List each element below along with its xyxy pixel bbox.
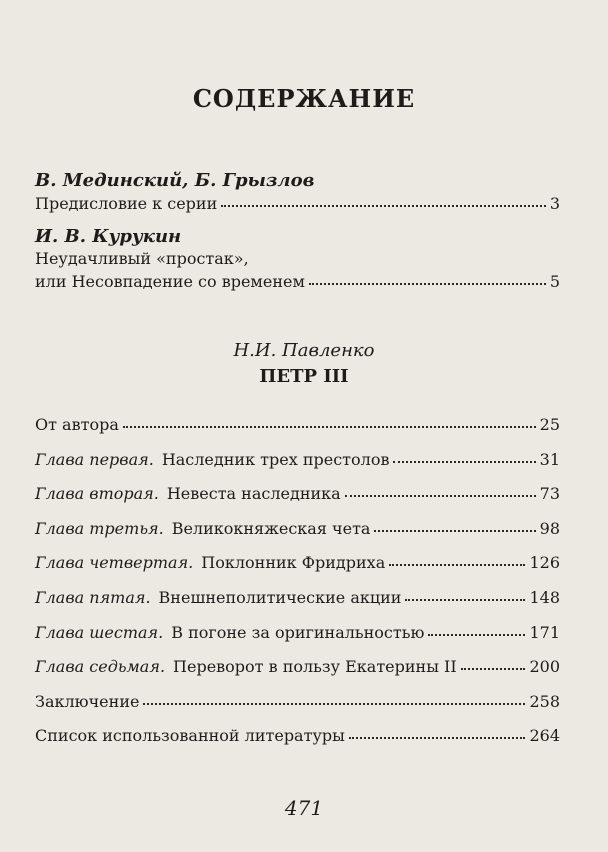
toc-entry-page: 148	[529, 588, 560, 607]
leader-dots	[389, 554, 525, 566]
toc-entry	[35, 657, 560, 676]
book-author: Н.И. Павленко	[233, 340, 375, 361]
toc-entry	[35, 692, 560, 711]
toc-entry-page: 31	[539, 449, 560, 469]
toc-entry-label	[35, 484, 341, 503]
chapter-title: Наследник трех престолов	[161, 449, 390, 469]
front-entry-title-line2: или Несовпадение со временем	[35, 272, 305, 291]
front-entry-page: 3	[549, 194, 560, 213]
toc-entry	[35, 484, 560, 503]
chapter-title: Переворот в пользу Екатерины II	[173, 657, 457, 677]
toc-entry	[35, 588, 560, 607]
chapter-title: Внешнеполитические акции	[158, 588, 402, 607]
front-entry-title-line1: Неудачливый «простак»,	[35, 249, 249, 268]
toc-entry-page: 126	[529, 553, 560, 573]
leader-dots	[123, 416, 536, 428]
toc-entry	[35, 450, 560, 469]
toc-entry	[35, 623, 560, 642]
chapter-number: Глава первая.	[35, 449, 154, 469]
chapter-number: Глава третья.	[35, 518, 164, 538]
page-number: 471	[284, 796, 324, 820]
toc-entry	[35, 415, 560, 434]
leader-dots	[309, 273, 546, 285]
chapter-number: Глава шестая.	[35, 622, 164, 642]
leader-dots	[143, 693, 525, 705]
toc-entry-label	[35, 553, 385, 572]
leader-dots	[349, 727, 526, 739]
chapter-number: Глава вторая.	[35, 484, 159, 504]
toc-entry-label	[35, 623, 424, 642]
toc-entry-page: 171	[529, 622, 560, 642]
toc-entry-page: 98	[539, 518, 560, 538]
chapter-title: От автора	[35, 415, 119, 434]
toc-entry-label	[35, 657, 457, 676]
toc-entry	[35, 519, 560, 538]
toc-entry-label	[35, 692, 139, 711]
toc-entry-page: 258	[529, 691, 560, 711]
chapter-title: Великокняжеская чета	[171, 518, 371, 538]
front-entry-page: 5	[549, 272, 560, 291]
toc-entry-page: 25	[539, 415, 560, 434]
toc-entry-label	[35, 588, 401, 607]
toc-entry-label	[35, 450, 389, 469]
toc-entry	[35, 726, 560, 745]
page-title: СОДЕРЖАНИЕ	[192, 84, 416, 113]
front-author-1: В. Мединский, Б. Грызлов	[35, 170, 315, 191]
chapter-number: Глава седьмая.	[35, 657, 166, 677]
front-entry-1	[35, 194, 560, 213]
toc-entry-page: 200	[529, 657, 560, 677]
toc-entry-page: 264	[529, 726, 560, 746]
chapter-number: Глава четвертая.	[35, 553, 194, 573]
leader-dots	[405, 589, 525, 601]
leader-dots	[393, 451, 535, 463]
book-title: ПЕТР III	[259, 366, 349, 387]
chapter-title: Поклонник Фридриха	[201, 553, 386, 573]
chapter-title: Невеста наследника	[166, 484, 341, 504]
leader-dots	[374, 520, 535, 532]
leader-dots	[221, 195, 546, 207]
chapter-title: Заключение	[35, 691, 140, 711]
toc-entry-label	[35, 726, 345, 745]
leader-dots	[345, 485, 536, 497]
front-entry-2	[35, 272, 560, 291]
toc-entry-page: 73	[539, 484, 560, 504]
toc-entry-label	[35, 519, 370, 538]
leader-dots	[461, 658, 526, 670]
front-author-2: И. В. Курукин	[35, 226, 182, 247]
toc-entry-label	[35, 415, 119, 434]
front-entry-title: Предисловие к серии	[35, 194, 218, 213]
chapter-number: Глава пятая.	[35, 588, 151, 607]
toc-entry	[35, 553, 560, 572]
chapter-title: В погоне за оригинальностью	[171, 622, 425, 642]
leader-dots	[428, 624, 525, 636]
chapter-title: Список использованной литературы	[35, 726, 345, 746]
